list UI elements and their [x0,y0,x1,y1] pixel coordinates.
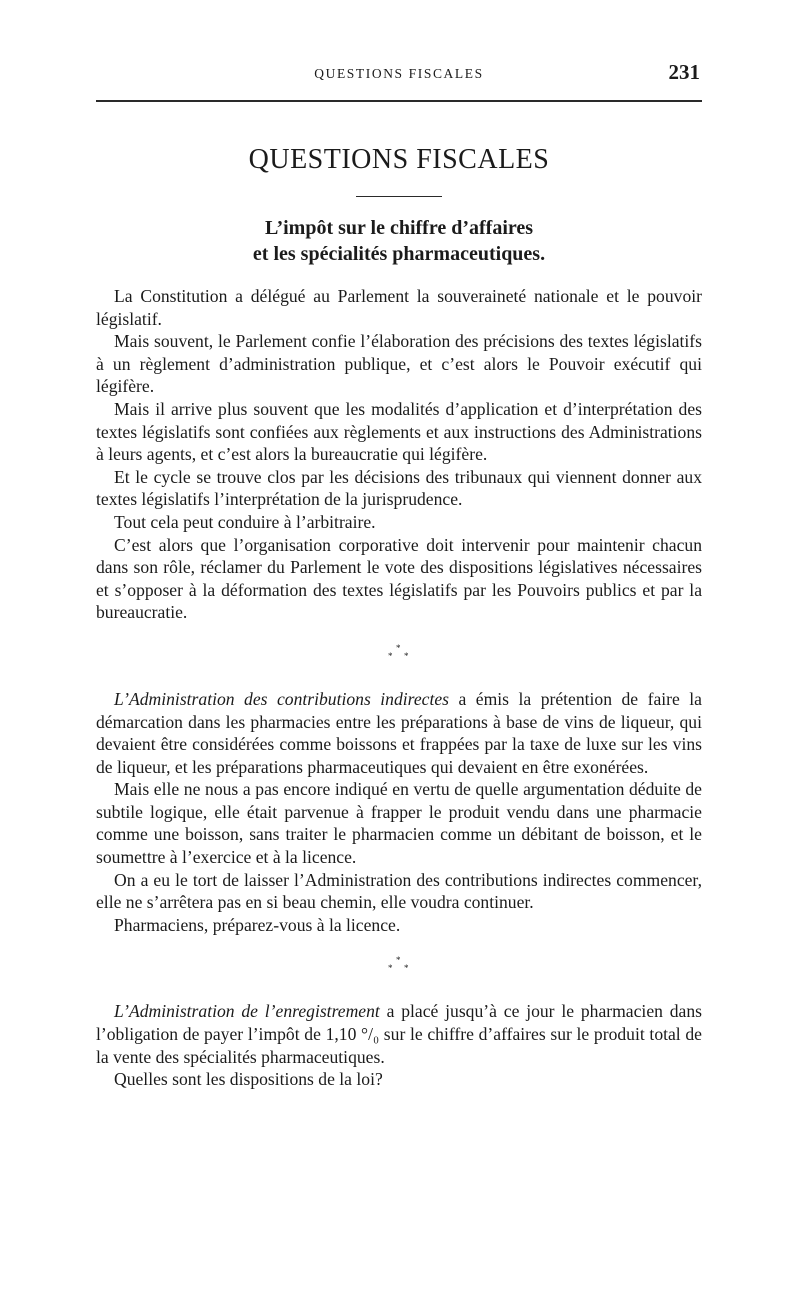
article-body [96,285,702,1091]
running-header [96,60,702,100]
paragraph [96,1000,702,1068]
paragraph: Et le cycle se trouve clos par les décisions des tribunaux qui viennent donner aux textes législatifs l’interprétation de la jurisprudence. [96,466,702,510]
italic-lead: L’Administration de l’enregistrement [114,1001,380,1022]
header-rule [96,100,702,102]
asterism-star: * [388,650,393,661]
paragraph: Tout cela peut conduire à l’arbitraire. [114,511,376,532]
paragraph [96,688,702,778]
paragraph: On a eu le tort de laisser l’Administration des contributions indirectes commencer, elle ne s’arrêtera pas en si beau chemin, elle voudra continuer. [96,869,702,913]
article-subtitle [96,215,702,267]
paragraph: Pharmaciens, préparez-vous à la licence. [114,914,401,935]
asterism-star: * [404,650,409,661]
asterism-star: * [404,963,409,974]
page [96,0,702,1091]
asterism-star: * [396,955,401,966]
subtitle-line-1: L’impôt sur le chiffre d’affaires [264,217,534,239]
section-asterism [96,624,702,688]
running-title: QUESTIONS FISCALES [314,66,484,81]
italic-lead: L’Administration des contributions indirectes [114,688,450,709]
article-title: QUESTIONS FISCALES [248,144,550,175]
paragraph-text: a placé jusqu’à ce jour le pharmacien dans l’obligation de payer l’impôt de 1,10 °/₀ sur le chiffre d’affaires sur le produit total de la vente des spécialités pharmaceutiques. [96,1001,702,1067]
paragraph: Mais il arrive plus souvent que les modalités d’application et d’interprétation des textes législatifs sont confiées aux règlements et aux instructions des Administrations à leurs agents, et c’est alors la bureaucratie qui légifère. [96,398,702,465]
paragraph: Mais elle ne nous a pas encore indiqué en vertu de quelle argumentation déduite de subtile logique, elle était parvenue à frapper le produit vendu dans une pharmacie comme une boisson, sans traiter le pharmacien comme un débitant de boisson, et le soumettre à l’exercice et à la licence. [96,779,702,868]
paragraph: Mais souvent, le Parlement confie l’élaboration des précisions des textes législatifs à un règlement d’administration publique, et c’est alors le Pouvoir exécutif qui légifère. [96,331,702,397]
page-number: 231 [668,60,700,84]
title-rule [356,196,442,197]
subtitle-line-2: et les spécialités pharmaceutiques. [252,243,546,265]
paragraph: Quelles sont les dispositions de la loi? [114,1069,383,1090]
section-asterism [96,936,702,1000]
asterism-star: * [388,963,393,974]
paragraph-text: a émis la prétention de faire la démarcation dans les pharmacies entre les préparations à base de vins de liqueur, qui devaient être considérées comme boissons et frappées par la taxe de luxe sur les vins de liqueur, et les préparations pharmaceutiques qui devaient en être exonérées. [96,688,702,777]
paragraph: La Constitution a délégué au Parlement la souveraineté nationale et le pouvoir législatif. [96,286,702,329]
asterism-star: * [396,642,401,653]
paragraph: C’est alors que l’organisation corporative doit intervenir pour maintenir chacun dans son rôle, réclamer du Parlement le vote des dispositions législatives nécessaires et s’opposer à la déformation des textes législatifs par les Pouvoirs publics et par la bureaucratie. [96,534,702,623]
